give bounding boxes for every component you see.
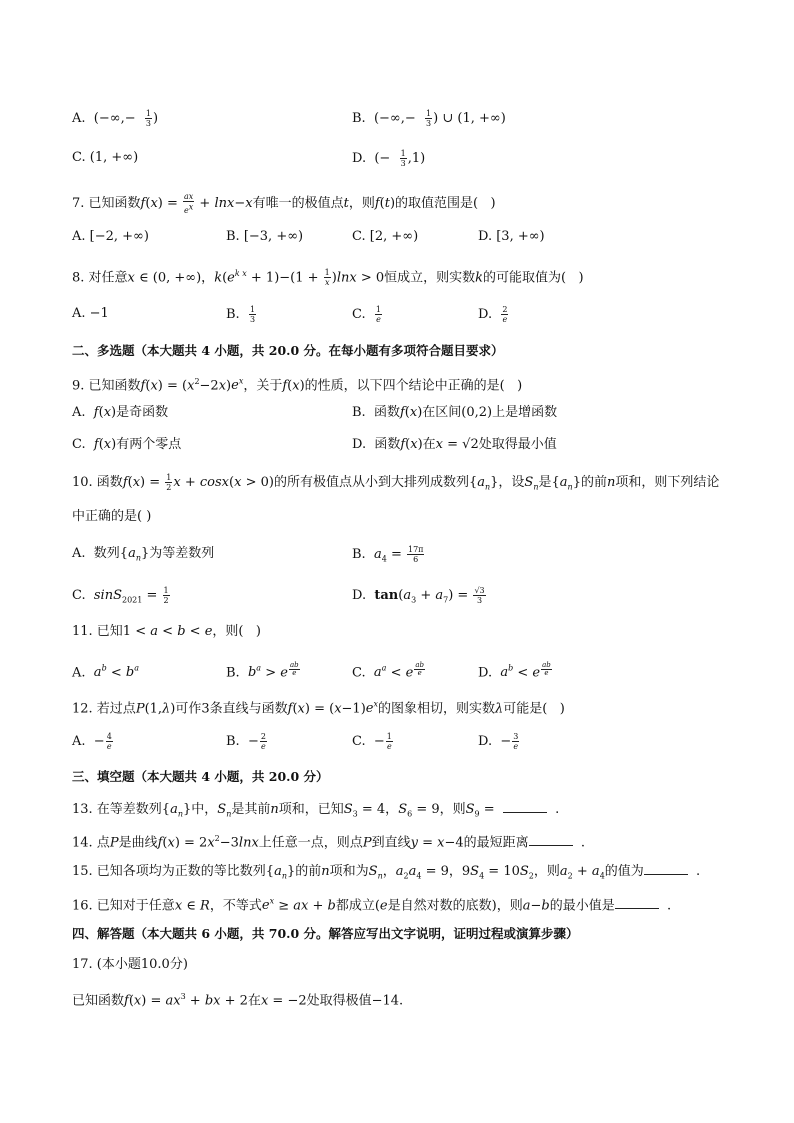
- q13: 13. 在等差数列$\{a_n\}$中，$S_n$是其前n项和，已知$S_3 = 4$，$S_6 = 9$，则$S_9$ = .: [72, 802, 560, 819]
- q6-option-b: B. (−∞,− $\frac{1}{3}$ ) ∪ (1, +∞): [352, 109, 506, 128]
- q9-stem: 9. 已知函数$f(x) = (x^2-2x)e^x$，关于f(x)的性质，以下四个结论中正确的是( ): [72, 377, 523, 394]
- q9-option-c: C. f(x)有两个零点: [72, 437, 182, 452]
- q9-option-a: A. f(x)是奇函数: [72, 405, 169, 420]
- q11-option-b: B. $b^a > e$ $^{\frac{ab}{e}}$: [226, 660, 299, 681]
- q10-stem-line1: 10. 函数f(x) = $\frac{1}{2}$ x + cosx(x > 0)的所有极值点从小到大排列成数列$\{a_n\}$，设$S_n$是$\{a_n\}$的前n项和，则下列结论: [72, 473, 720, 492]
- q12-option-b: B. − $\frac{2}{e}$: [226, 732, 266, 751]
- q11-option-a: A. $a^b < b^a$: [72, 664, 139, 681]
- q8-option-a: A. −1: [72, 306, 109, 321]
- q11-stem: 11. 已知1 < a < b < e，则( ): [72, 624, 261, 639]
- q7-option-c: C. [2, +∞): [352, 229, 419, 244]
- q11-option-c: C. $a^a < e$ $^{\frac{ab}{e}}$: [352, 660, 424, 681]
- q10-option-d: D. $\tan(a_3 + a_7)$ = $\frac{√3}{3}$: [352, 586, 485, 605]
- q14: 14. 点P是曲线$f(x) = 2x^2-3\ln x$上任意一点，则点P到直线y = x−4的最短距离 .: [72, 834, 586, 851]
- q8-option-b: B. $\frac{1}{3}$: [226, 305, 256, 324]
- q8-stem: 8. 对任意x ∈ (0, +∞)，$k(e^{k x} + 1)-(1$ + $\frac{1}{x}$ )lnx > 0恒成立，则实数k的可能取值为( ): [72, 268, 584, 288]
- q9-option-d: D. 函数f(x)在x = √2处取得最小值: [352, 437, 557, 452]
- q12-stem: 12. 若过点P(1,λ)可作3条直线与函数$f(x) = (x-1)e^x$的图象相切，则实数λ可能是( ): [72, 700, 565, 717]
- q12-option-c: C. − $\frac{1}{e}$: [352, 732, 392, 751]
- q17-title: 17. (本小题10.0分): [72, 957, 188, 972]
- q6-option-c: C. (1, +∞): [72, 150, 139, 165]
- q10-option-b: B. $a_4$ = $\frac{17\pi}{6}$: [352, 545, 424, 564]
- q7-option-b: B. [−3, +∞): [226, 229, 304, 244]
- q9-option-b: B. 函数f(x)在区间(0,2)上是增函数: [352, 405, 558, 420]
- q7-option-d: D. [3, +∞): [478, 229, 545, 244]
- q8-option-c: C. $\frac{1}{e}$: [352, 305, 381, 324]
- section-3-heading: 三、填空题（本大题共 4 小题，共 20.0 分）: [72, 769, 329, 784]
- q7-stem: 7. 已知函数f(x) = $\frac{ax}{e^x}$ + lnx−x有唯一的极值点t，则f(t)的取值范围是( ): [72, 192, 496, 215]
- q12-option-a: A. − $\frac{4}{e}$: [72, 732, 112, 751]
- q10-option-c: C. sinS$_{2021}$ = $\frac{1}{2}$: [72, 586, 169, 605]
- q6-option-d: D. (− $\frac{1}{3}$ ,1): [352, 149, 426, 168]
- q10-option-a: A. 数列$\{a_n\}$为等差数列: [72, 546, 215, 563]
- q17-stem: 已知函数$f(x) = ax^3$ + bx + 2在x = −2处取得极值−14.: [72, 992, 404, 1009]
- q15: 15. 已知各项均为正数的等比数列$\{a_n\}$的前n项和为$S_n$，$a_2a_4 = 9$，$9S_4 = 10S_2$，则$a_2 + a_4$的值为 .: [72, 864, 701, 881]
- q12-option-d: D. − $\frac{3}{e}$: [478, 732, 519, 751]
- q8-option-d: D. $\frac{2}{e}$: [478, 305, 508, 324]
- q7-option-a: A. [−2, +∞): [72, 229, 149, 244]
- q10-stem-line2: 中正确的是( ): [72, 509, 152, 524]
- q16: 16. 已知对于任意x ∈ R，不等式$e^x$ ≥ ax + b都成立(e是自然对数的底数)，则a−b的最小值是 .: [72, 897, 672, 914]
- q11-option-d: D. $a^b < e$ $^{\frac{ab}{e}}$: [478, 660, 551, 681]
- q6-option-a: A. (−∞,− $\frac{1}{3}$ ): [72, 109, 159, 128]
- section-2-heading: 二、多选题（本大题共 4 小题，共 20.0 分。在每小题有多项符合题目要求）: [72, 343, 504, 358]
- section-4-heading: 四、解答题（本大题共 6 小题，共 70.0 分。解答应写出文字说明，证明过程或演算步骤）: [72, 926, 579, 941]
